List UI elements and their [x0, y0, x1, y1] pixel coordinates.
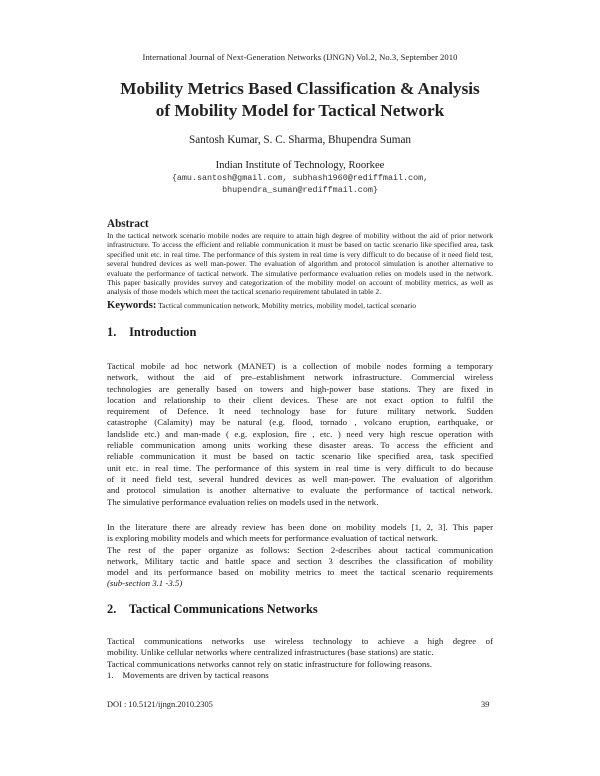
- text-line: of it need field test, several hundred devices as well man-power. The evaluation of algorithm: [107, 473, 493, 484]
- section-1-paragraph-2: [107, 522, 493, 590]
- text-line: mobility. Unlike cellular networks where centralized infrastructures (base stations) are static.: [107, 647, 434, 658]
- keywords: [107, 300, 497, 311]
- text-line: technologies are generally based on towers and high-power base stations. They are fixed in: [107, 383, 493, 394]
- text-line: model and its performance based on mobility metrics to meet the tactical scenario requirements: [107, 567, 493, 578]
- running-head: International Journal of Next-Generation Networks (IJNGN) Vol.2, No.3, September 2010: [142, 52, 458, 62]
- text-line: The simulative performance evaluation relies on models used in the network.: [107, 496, 379, 507]
- section-1-heading: [107, 325, 196, 340]
- text-line: reliable communication among units working these disaster areas. To access the efficient and: [107, 440, 493, 451]
- text-line: reliable communication it must be based on tactic scenario like specified area, task specified: [107, 451, 493, 462]
- section-2-heading: [107, 602, 318, 617]
- keywords-text: Tactical communication network, Mobility metrics, mobility model, tactical scenario: [158, 301, 416, 310]
- section-1-paragraph-1: [107, 361, 493, 508]
- section-2-title: Tactical Communications Networks: [128, 602, 318, 616]
- emails-line-2: bhupendra_suman@rediffmail.com}: [222, 185, 378, 195]
- text-line: Tactical communications networks use wireless technology to achieve a high degree of: [107, 636, 493, 646]
- title-line-1: Mobility Metrics Based Classification & Analysis: [120, 79, 480, 98]
- text-line: The rest of the paper organize as follows: Section 2-describes about tactical communication: [107, 544, 493, 555]
- paper-title: [60, 78, 540, 122]
- text-line: location and relationship to their client devices. These are not exact option to fulfil the: [107, 394, 493, 405]
- affiliation: Indian Institute of Technology, Roorkee: [215, 160, 385, 171]
- text-line: In the literature there are already review has been done on mobility models [1, 2, 3]. This paper: [107, 522, 493, 532]
- text-line: network, Military tactic and battle space and section 3 describes the classification of mobility: [107, 555, 493, 566]
- text-line: is exploring mobility models and which meets for performance evaluation of tactical network.: [107, 533, 439, 544]
- title-line-2: of Mobility Model for Tactical Network: [155, 101, 445, 120]
- keywords-label: Keywords:: [107, 300, 157, 311]
- emails-line-1: {amu.santosh@gmail.com, subhash1960@rediffmail.com,: [171, 173, 429, 183]
- section-2-paragraph-1: [107, 636, 493, 681]
- text-line: and protocol simulation is another alternative to evaluate the performance of tactical network.: [107, 485, 493, 496]
- text-line: requirement of Defence. It need technology base for future military network. Sudden: [107, 406, 493, 417]
- authors: Santosh Kumar, S. C. Sharma, Bhupendra Suman: [188, 134, 412, 146]
- abstract-heading: Abstract: [107, 218, 149, 230]
- text-line: landslide etc.) and man-made ( e.g. explosion, fire , etc. ) need very high rescue operation with: [107, 428, 493, 439]
- text-line: Tactical communications networks cannot rely on static infrastructure for following reasons.: [107, 658, 433, 669]
- text-line: catastrophe (Calamity) may be natural (e.g. flood, tornado , volcano eruption, earthquake, or: [107, 417, 493, 428]
- text-line-italic: (sub-section 3.1 -3.5): [107, 578, 183, 589]
- section-2-number: 2.: [107, 602, 117, 616]
- list-item: 1. Movements are driven by tactical reasons: [107, 669, 269, 680]
- text-line: unit etc. in real time. The performance of this system in real time is very difficult to do because: [107, 462, 493, 473]
- text-line: network, without the aid of pre–establishment network infrastructure. Commercial wireless: [107, 372, 493, 383]
- page-number: 39: [481, 700, 490, 709]
- section-1-number: 1.: [107, 325, 117, 339]
- text-line: Tactical mobile ad hoc network (MANET) is a collection of mobile nodes forming a temporary: [107, 361, 493, 371]
- author-emails: [0, 172, 600, 196]
- section-1-title: Introduction: [129, 325, 197, 339]
- footer-doi: DOI : 10.5121/ijngn.2010.2305: [107, 700, 213, 709]
- abstract-text: In the tactical network scenario mobile nodes are require to attain high degree of mobility without the aid of prior network infrastructure. To access the efficient and reliable communication it must be based on tactic scenario like specified area, task specified unit etc. in real time. The performance of this system in real time is very difficult to do because of it need field test, several hundred devices as well man-power. The evaluation of algorithm and protocol simulation is another alternative to evaluate the performance of tactical network. The simulative performance evaluation relies on models used in the network. This paper basically provides survey and categorization of the mobility model on account of mobility metrics, as well as analysis of those models which meet the tactical scenario requirement tabulated in table 2.: [107, 231, 493, 297]
